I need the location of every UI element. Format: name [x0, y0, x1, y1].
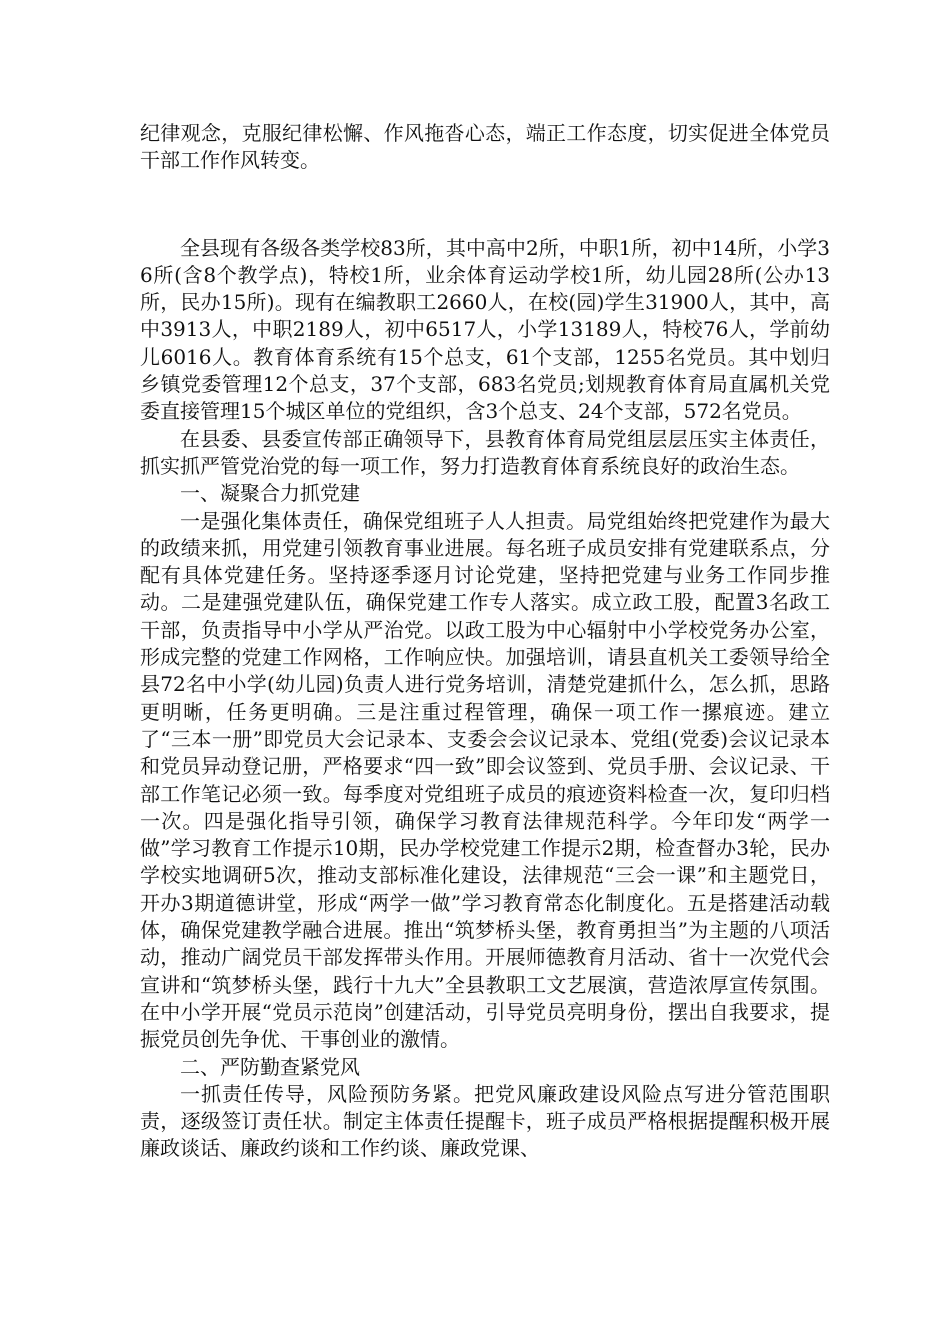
paragraph-school-statistics: 全县现有各级各类学校83所，其中高中2所，中职1所，初中14所，小学36所(含8个教学点)，特校1所，业余体育运动学校1所，幼儿园28所(公办13所，民办15所)。现有在编教职工2660人，在校(园)学生31900人，其中，高中3913人，中职2189人，初中6517人，小学13189人，特校76人，学前幼儿6016人。教育体育系统有15个总支，61个支部，1255名党员。其中划归乡镇党委管理12个总支，37个支部，683名党员;划规教育体育局直属机关党委直接管理15个城区单位的党组织，含3个总支、24个支部，572名党员。 — [140, 235, 830, 424]
section-heading-2: 二、严防勤查紧党风 — [180, 1054, 360, 1079]
paragraph-responsibility: 一抓责任传导，风险预防务紧。把党风廉政建设风险点写进分管范围职责，逐级签订责任状。制定主体责任提醒卡，班子成员严格根据提醒积极开展廉政谈话、廉政约谈和工作约谈、廉政党课、 — [140, 1081, 830, 1161]
paragraph-leadership: 在县委、县委宣传部正确领导下，县教育体育局党组层层压实主体责任，抓实抓严管党治党的每一项工作，努力打造教育体育系统良好的政治生态。 — [140, 426, 830, 478]
section-heading-1: 一、凝聚合力抓党建 — [180, 481, 360, 506]
paragraph-party-building: 一是强化集体责任，确保党组班子人人担责。局党组始终把党建作为最大的政绩来抓，用党建引领教育事业进展。每名班子成员安排有党建联系点，分配有具体党建任务。坚持逐季逐月讨论党建，坚持把党建与业务工作同步推动。二是建强党建队伍，确保党建工作专人落实。成立政工股，配置3名政工干部，负责指导中小学从严治党。以政工股为中心辐射中小学校党务办公室，形成完整的党建工作网格，工作响应快。加强培训，请县直机关工委领导给全县72名中小学(幼儿园)负责人进行党务培训，清楚党建抓什么，怎么抓，思路更明晰，任务更明确。三是注重过程管理，确保一项工作一摞痕迹。建立了“三本一册”即党员大会记录本、支委会会议记录本、党组(党委)会议记录本和党员异动登记册，严格要求“四一致”即会议签到、党员手册、会议记录、干部工作笔记必须一致。每季度对党组班子成员的痕迹资料检查一次，复印归档一次。四是强化指导引领，确保学习教育法律规范科学。今年印发“两学一做”学习教育工作提示10期，民办学校党建工作提示2期，检查督办3轮，民办学校实地调研5次，推动支部标准化建设，法律规范“三会一课”和主题党日，开办3期道德讲堂，形成“两学一做”学习教育常态化制度化。五是搭建活动载体，确保党建教学融合进展。推出“筑梦桥头堡，教育勇担当”为主题的八项活动，推动广阔党员干部发挥带头作用。开展师德教育月活动、省十一次党代会宣讲和“筑梦桥头堡，践行十九大”全县教职工文艺展演，营造浓厚宣传氛围。在中小学开展“党员示范岗”创建活动，引导党员亮明身份，摆出自我要求，提振党员创先争优、干事创业的激情。 — [140, 508, 830, 1052]
document-page — [140, 120, 830, 1163]
paragraph-intro: 纪律观念，克服纪律松懈、作风拖沓心态，端正工作态度，切实促进全体党员干部工作作风转变。 — [140, 121, 830, 173]
